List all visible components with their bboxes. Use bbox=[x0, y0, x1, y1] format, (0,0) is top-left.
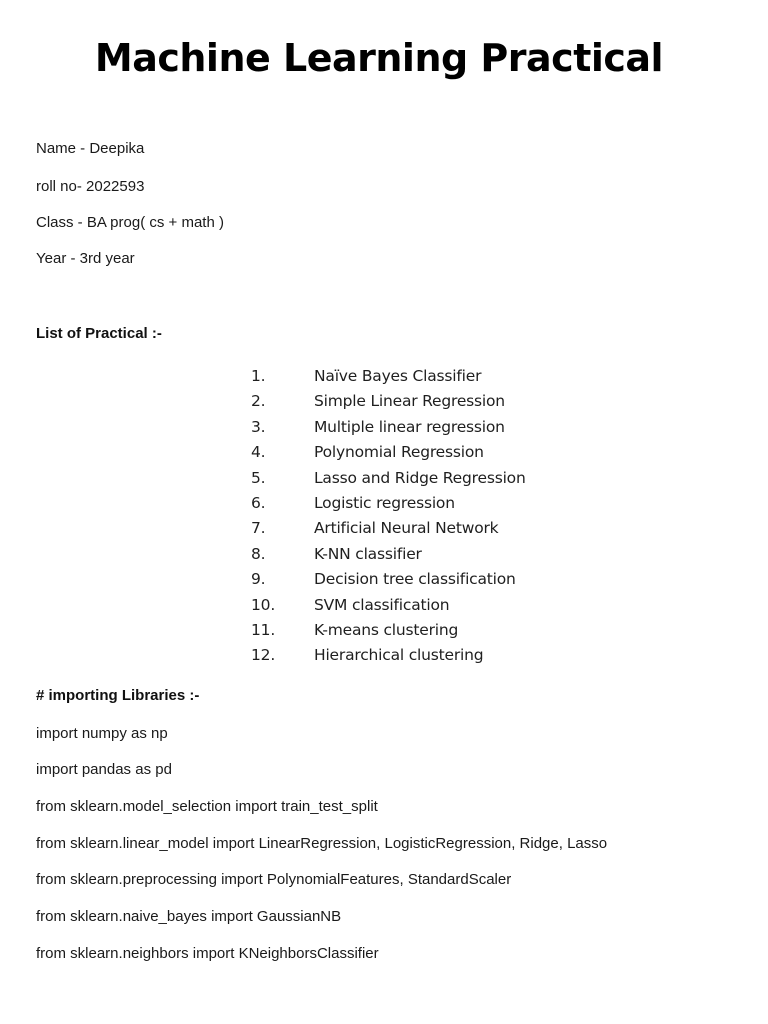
practical-list-heading: List of Practical :- bbox=[36, 325, 162, 342]
practical-item bbox=[251, 467, 526, 492]
practical-label: K-NN classifier bbox=[314, 544, 422, 563]
practical-label: Lasso and Ridge Regression bbox=[314, 468, 526, 487]
practical-label: Hierarchical clustering bbox=[314, 646, 484, 665]
practical-label: Multiple linear regression bbox=[314, 417, 505, 436]
practical-label: Decision tree classification bbox=[314, 570, 516, 589]
practical-item bbox=[251, 644, 526, 669]
code-line: import pandas as pd bbox=[36, 761, 172, 778]
code-line: from sklearn.linear_model import LinearRegression, LogisticRegression, Ridge, Lasso bbox=[36, 835, 608, 852]
practical-number: 3. bbox=[251, 417, 266, 436]
practical-item bbox=[251, 441, 526, 466]
practical-number: 5. bbox=[251, 468, 266, 487]
code-line: import numpy as np bbox=[36, 725, 168, 742]
document-title: Machine Learning Practical bbox=[94, 36, 664, 80]
code-line: from sklearn.model_selection import train_test_split bbox=[36, 798, 378, 815]
practical-item bbox=[251, 619, 526, 644]
practical-number: 6. bbox=[251, 493, 266, 512]
practical-label: Simple Linear Regression bbox=[314, 392, 505, 411]
practical-label: Polynomial Regression bbox=[314, 443, 484, 462]
practical-number: 9. bbox=[251, 570, 266, 589]
code-line: from sklearn.naive_bayes import GaussianNB bbox=[36, 908, 342, 925]
practical-label: Logistic regression bbox=[314, 493, 455, 512]
student-year: Year - 3rd year bbox=[36, 250, 135, 267]
practical-number: 1. bbox=[251, 367, 266, 385]
student-roll-no: roll no- 2022593 bbox=[36, 178, 145, 195]
practical-item bbox=[251, 492, 526, 517]
code-line: from sklearn.neighbors import KNeighborsClassifier bbox=[36, 945, 379, 962]
practical-number: 11. bbox=[251, 620, 276, 639]
practical-number: 4. bbox=[251, 443, 266, 462]
imports-heading: # importing Libraries :- bbox=[36, 687, 200, 704]
practical-item bbox=[251, 543, 526, 568]
practical-number: 12. bbox=[251, 646, 276, 665]
practical-item bbox=[251, 568, 526, 593]
practical-label: Naïve Bayes Classifier bbox=[314, 367, 482, 385]
practical-label: SVM classification bbox=[314, 595, 450, 614]
practical-number: 10. bbox=[251, 595, 276, 614]
practical-label: Artificial Neural Network bbox=[314, 519, 499, 538]
student-class: Class - BA prog( cs + math ) bbox=[36, 214, 224, 231]
practical-item bbox=[251, 517, 526, 542]
practical-item bbox=[251, 365, 526, 390]
practical-number: 8. bbox=[251, 544, 266, 563]
practical-list bbox=[251, 365, 526, 670]
practical-item bbox=[251, 416, 526, 441]
practical-item bbox=[251, 390, 526, 415]
student-name: Name - Deepika bbox=[36, 140, 145, 157]
code-line: from sklearn.preprocessing import PolynomialFeatures, StandardScaler bbox=[36, 871, 512, 888]
practical-number: 2. bbox=[251, 392, 266, 411]
practical-label: K-means clustering bbox=[314, 620, 459, 639]
practical-item bbox=[251, 594, 526, 619]
practical-number: 7. bbox=[251, 519, 266, 538]
